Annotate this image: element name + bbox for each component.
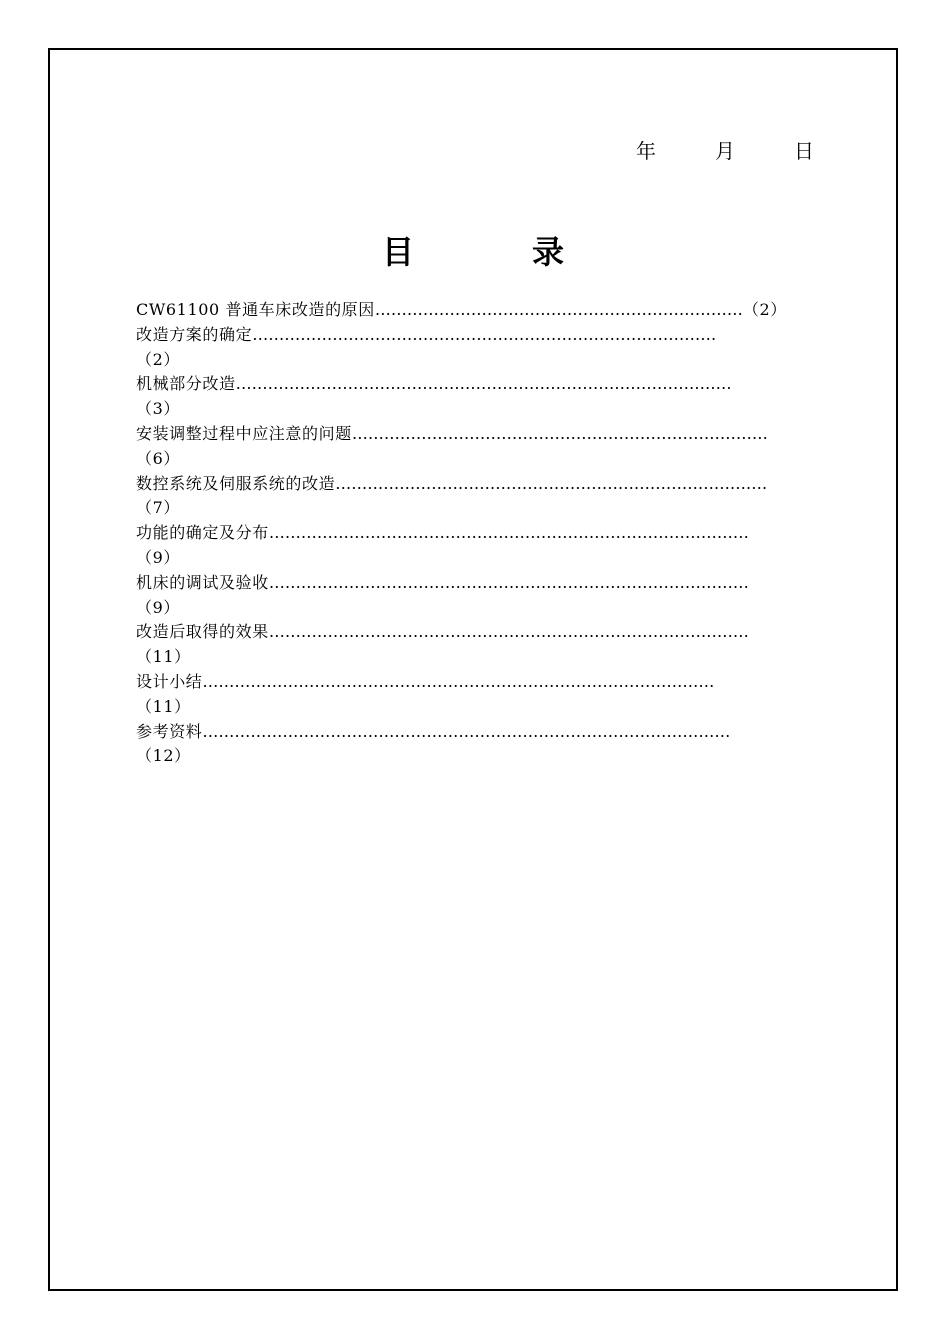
toc-entry[interactable]: [136, 323, 816, 373]
toc-entry-leader: ………………………………………………………………………………: [268, 622, 749, 642]
toc-entry[interactable]: [136, 372, 816, 422]
toc-entry-leader: ………………………………………………………………………………: [268, 572, 749, 592]
toc-entry-leader: ………………………………………………………………………………………: [202, 721, 731, 741]
toc-entry-page: （9）: [136, 547, 180, 567]
toc-entry-leader: ……………………………………………………………………: [351, 423, 768, 443]
toc-entry[interactable]: [136, 670, 816, 720]
toc-entry-page: （2）: [742, 300, 787, 319]
toc-entry-leader: ………………………………………………………………………: [335, 473, 768, 493]
toc-entry-text: 机械部分改造: [136, 374, 236, 394]
toc-entry-leader: ……………………………………………………………: [374, 300, 743, 319]
toc-entry-line: [136, 323, 816, 348]
toc-entry-leader: ……………………………………………………………………………: [252, 324, 717, 344]
toc-entry-text: 改造方案的确定: [136, 324, 253, 344]
toc-entry-page: （12）: [136, 746, 191, 766]
toc-entry[interactable]: [136, 720, 816, 770]
toc-entry[interactable]: [136, 620, 816, 670]
toc-entry-text: 机床的调试及验收: [136, 572, 269, 592]
date-day-label: 日: [794, 139, 814, 163]
toc-entry-page: （3）: [136, 399, 180, 419]
toc-entry-line: [136, 620, 816, 645]
toc-entry-line: [136, 720, 816, 745]
toc-entry[interactable]: [136, 571, 816, 621]
toc-entry-line: [136, 298, 816, 323]
toc-list: [136, 298, 816, 769]
toc-entry-text: 数控系统及伺服系统的改造: [136, 473, 336, 493]
date-month-label: 月: [715, 139, 735, 163]
date-line: [600, 138, 840, 164]
toc-entry-text: CW61100 普通车床改造的原因: [136, 300, 375, 319]
toc-entry-leader: ……………………………………………………………………………………: [202, 671, 715, 691]
toc-entry-line: [136, 422, 816, 447]
toc-entry[interactable]: [136, 422, 816, 472]
toc-title-char-2: 录: [532, 233, 565, 271]
toc-entry-text: 参考资料: [136, 721, 203, 741]
toc-entry-text: 安装调整过程中应注意的问题: [136, 423, 352, 443]
toc-title: [0, 228, 950, 276]
toc-entry-page: （7）: [136, 498, 180, 518]
toc-entry-page: （6）: [136, 448, 180, 468]
toc-entry-leader: …………………………………………………………………………………: [235, 374, 732, 394]
toc-entry-text: 设计小结: [136, 671, 203, 691]
toc-entry-text: 功能的确定及分布: [136, 523, 269, 543]
toc-entry-text: 改造后取得的效果: [136, 622, 269, 642]
toc-entry-line: [136, 670, 816, 695]
toc-entry-page: （11）: [136, 696, 191, 716]
toc-entry[interactable]: [136, 472, 816, 522]
toc-title-char-1: 目: [382, 233, 415, 271]
toc-entry-page: （9）: [136, 597, 180, 617]
toc-entry-line: [136, 372, 816, 397]
toc-entry[interactable]: [136, 298, 816, 323]
toc-entry-line: [136, 521, 816, 546]
toc-entry-page: （11）: [136, 647, 191, 667]
date-year-label: 年: [636, 139, 656, 163]
toc-entry-line: [136, 472, 816, 497]
toc-entry[interactable]: [136, 521, 816, 571]
toc-entry-leader: ………………………………………………………………………………: [268, 523, 749, 543]
toc-entry-line: [136, 571, 816, 596]
toc-entry-page: （2）: [136, 349, 180, 369]
